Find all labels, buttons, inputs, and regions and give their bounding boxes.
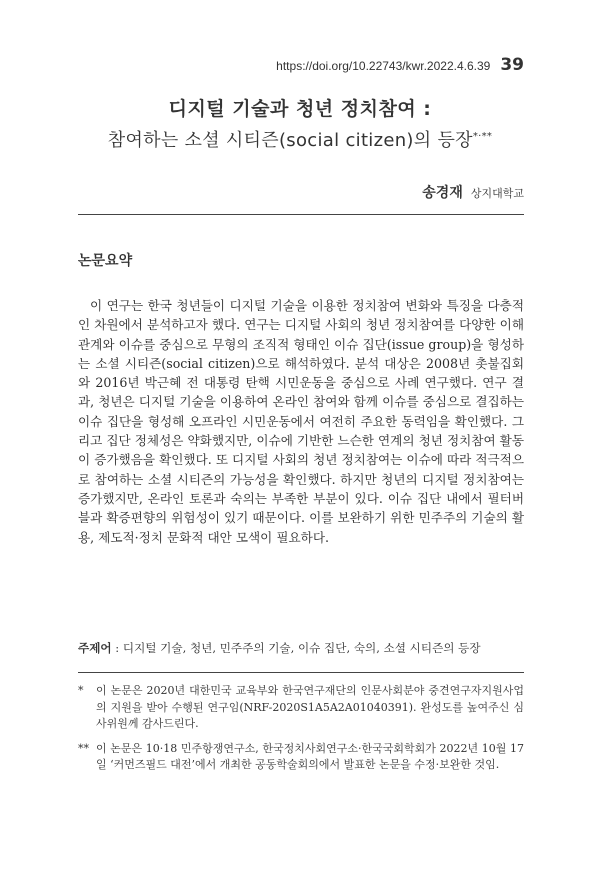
keywords-line: [78, 640, 528, 656]
page-number: 39: [500, 55, 524, 75]
title-line-2: [0, 126, 600, 152]
title-footnote-marks: *·**: [472, 131, 493, 142]
author-name: 송경재: [422, 185, 463, 201]
abstract-body: 이 연구는 한국 청년들이 디지털 기술을 이용한 정치참여 변화와 특징을 다층적인 차원에서 분석하고자 했다. 연구는 디지털 사회의 청년 정치참여를 다양한 이해관계와 이슈를 중심으로 무형의 조직적 형태인 이슈 집단(issue group)을 형성하는 소셜 시티즌(social citizen)으로 해석하였다. 분석 대상은 2008년 촛불집회와 2016년 박근혜 전 대통령 탄핵 시민운동을 중심으로 사례 연구했다. 연구 결과, 청년은 디지털 기술을 이용하여 온라인 참여와 함께 이슈를 중심으로 결집하는 이슈 집단을 형성해 오프라인 시민운동에서 여전히 주요한 동력임을 확인했다. 그리고 집단 정체성은 약화했지만, 이슈에 기반한 느슨한 연계의 청년 정치참여 활동이 증가했음을 확인했다. 또 디지털 사회의 청년 정치참여는 이슈에 따라 적극적으로 참여하는 소셜 시티즌의 가능성을 확인했다. 하지만 청년의 디지털 정치참여는 증가했지만, 온라인 토론과 숙의는 부족한 부분이 있다. 이슈 집단 내에서 필터버블과 확증편향의 위험성이 있기 때문이다. 이를 보완하기 위한 민주주의 기술의 활용, 제도적·정치 문화적 대안 모색이 필요하다.: [78, 298, 524, 545]
footnote-item: [78, 683, 524, 733]
keywords-list: 디지털 기술, 청년, 민주주의 기술, 이슈 집단, 숙의, 소셜 시티즌의 등장: [122, 641, 481, 655]
title-line-1: 디지털 기술과 청년 정치참여 :: [168, 98, 432, 120]
footnote-text: 이 논문은 10·18 민주항쟁연구소, 한국정치사회연구소·한국국회학회가 2022년 10월 17일 ‘커먼즈필드 대전’에서 개최한 공동학술회의에서 발표한 논문을 수정·보완한 것임.: [96, 741, 524, 772]
footnote-item: [78, 741, 524, 774]
footnotes: [78, 683, 524, 782]
footnote-mark: *: [78, 684, 84, 697]
running-header: [276, 55, 524, 75]
footnote-divider: [78, 672, 524, 673]
abstract-heading: 논문요약: [78, 253, 133, 269]
doi-link[interactable]: https://doi.org/10.22743/kwr.2022.4.6.39: [276, 59, 491, 73]
keywords-label: 주제어: [78, 641, 112, 655]
title-line-2-text: 참여하는 소셜 시티즌(social citizen)의 등장: [107, 130, 473, 151]
footnote-text: 이 논문은 2020년 대한민국 교육부와 한국연구재단의 인문사회분야 중견연구자지원사업의 지원을 받아 수행된 연구임(NRF-2020S1A5A2A01040391). 완성도를 높여주신 심사위원께 감사드린다.: [96, 684, 524, 731]
author-affiliation: 상지대학교: [470, 187, 524, 200]
keywords-separator: :: [111, 641, 123, 655]
top-divider: [78, 214, 524, 215]
author-block: [422, 182, 524, 202]
footnote-mark: **: [78, 741, 89, 755]
